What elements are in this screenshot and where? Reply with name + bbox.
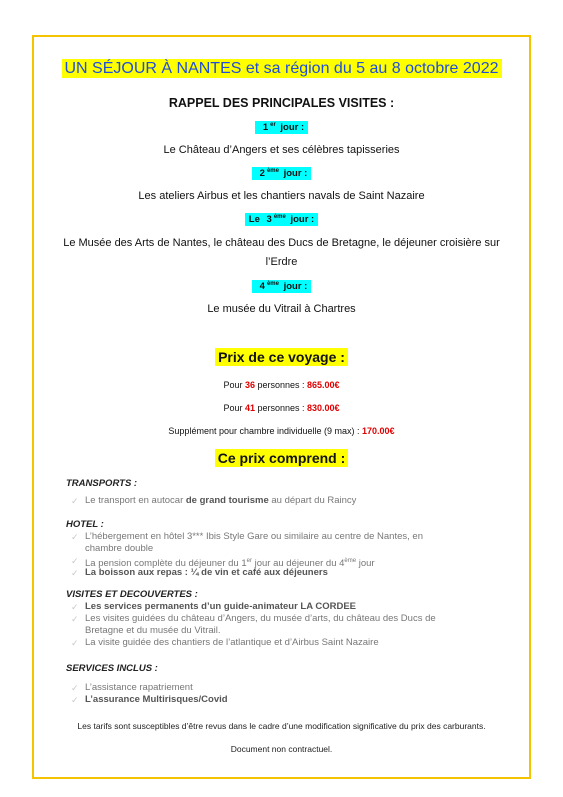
single-room-supplement: Supplément pour chambre individuelle (9 max) : 170.00€ [168,426,395,436]
visits-item-2: ✓ Les visites guidées du château d’Angers, du musée d’arts, du château des Ducs de Bretagne et du musée du Vitrail. [71,613,436,636]
includes-heading: Ce prix comprend : [0,450,563,466]
services-item-1: ✓ L’assistance rapatriement [71,682,193,693]
transports-item-1: ✓ Le transport en autocar de grand tourisme au départ du Raincy [71,495,357,506]
day-3-label: Le 3 $^{ème}$ jour : [0,214,563,225]
hotel-item-2: ✓ La pension complète du déjeuner du 1er jour au déjeuner du 4ème jour [71,556,375,570]
visits-item-3: ✓ La visite guidée des chantiers de l’atlantique et d’Airbus Saint Nazaire [71,637,379,648]
visits-item-1: ✓ Les services permanents d’un guide-animateur LA CORDEE [71,601,356,612]
check-icon: ✓ [71,496,79,506]
day-1-description: Le Château d’Angers et ses célèbres tapisseries [163,144,400,156]
day-3-description-line-2: l’Erdre [265,256,298,268]
check-icon: ✓ [71,568,79,578]
section-visits-title: VISITES ET DECOUVERTES : [66,589,198,600]
check-icon: ✓ [71,695,79,705]
section-hotel-title: HOTEL : [66,519,104,530]
hotel-item-1: ✓ L’hébergement en hôtel 3*** Ibis Style Gare ou similaire au centre de Nantes, en chambre double [71,531,423,554]
day-3-description-line-1: Le Musée des Arts de Nantes, le château des Ducs de Bretagne, le déjeuner croisière sur [63,237,500,249]
visits-subtitle: RAPPEL DES PRINCIPALES VISITES : [168,96,395,110]
day-4-label: 4 $^{ème}$ jour : [0,281,563,292]
document-title: UN SÉJOUR À NANTES et sa région du 5 au 8 octobre 2022 [0,60,563,78]
price-line-36: Pour 36 personnes : 865.00€ [223,380,340,390]
check-icon: ✓ [71,602,79,612]
day-2-label: 2 $^{ème}$ jour : [0,168,563,179]
price-line-41: Pour 41 personnes : 830.00€ [223,403,340,413]
services-item-2: ✓ L’assurance Multirisques/Covid [71,694,228,705]
check-icon: ✓ [71,532,79,542]
check-icon: ✓ [71,556,79,566]
check-icon: ✓ [71,638,79,648]
hotel-item-3: ✓ La boisson aux repas : ¼ de vin et café aux déjeuners [71,567,328,578]
section-services-title: SERVICES INCLUS : [66,663,158,674]
non-contractual-disclaimer: Document non contractuel. [230,744,333,754]
day-1-label: 1 $^{er}$ jour : [0,122,563,133]
day-4-description: Le musée du Vitrail à Chartres [207,303,356,315]
check-icon: ✓ [71,683,79,693]
check-icon: ✓ [71,614,79,624]
price-heading: Prix de ce voyage : [0,349,563,365]
section-transports-title: TRANSPORTS : [66,478,138,489]
day-2-description: Les ateliers Airbus et les chantiers navals de Saint Nazaire [138,190,425,202]
fuel-price-note: Les tarifs sont susceptibles d’être revus dans le cadre d’une modification significative du prix des carburants. [77,721,486,731]
